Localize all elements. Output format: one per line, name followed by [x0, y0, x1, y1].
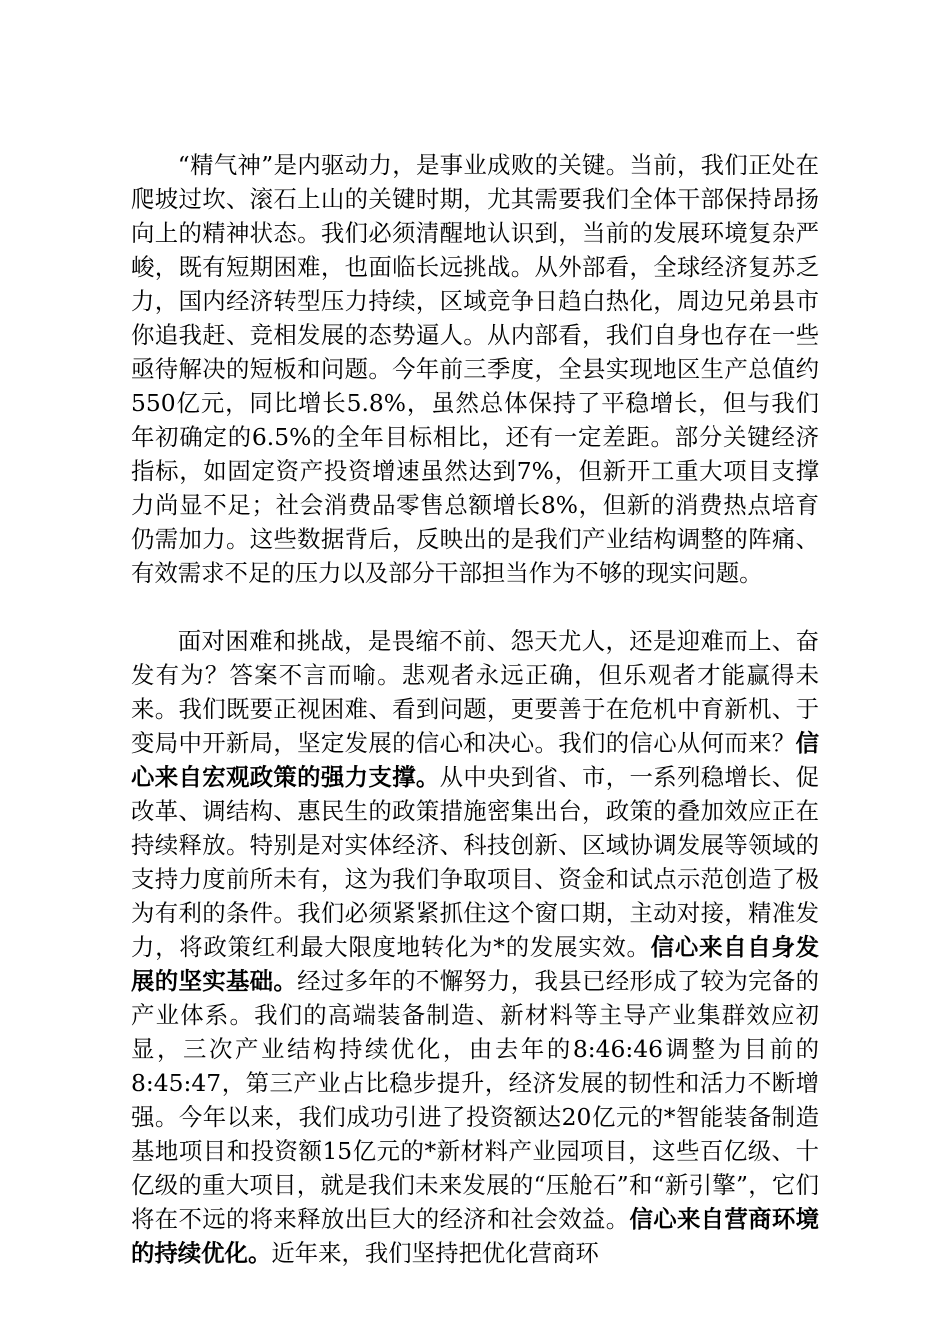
document-body: [131, 148, 819, 1270]
paragraph-text: 近年来，我们坚持把优化营商环: [271, 1239, 599, 1267]
paragraph-text: 经过多年的不懈努力，我县已经形成了较为完备的产业体系。我们的高端装备制造、新材料等主导产业集群效应初显，三次产业结构持续优化，由去年的8:46:46调整为目前的8:45:47，第三产业占比稳步提升，经济发展的韧性和活力不断增强。今年以来，我们成功引进了投资额达20亿元的*智能装备制造基地项目和投资额15亿元的*新材料产业园项目，这些百亿级、十亿级的重大项目，就是我们未来发展的“压舱石”和“新引擎”，它们将在不远的将来释放出巨大的经济和社会效益。: [131, 967, 820, 1233]
paragraph-2: [131, 624, 819, 1270]
paragraph-text: 面对困难和挑战，是畏缩不前、怨天尤人，还是迎难而上、奋发有为？答案不言而喻。悲观者永远正确，但乐观者才能赢得未来。我们既要正视困难、看到问题，更要善于在危机中育新机、于变局中开新局，坚定发展的信心和决心。我们的信心从何而来？: [131, 627, 819, 757]
paragraph-text: “精气神”是内驱动力，是事业成败的关键。当前，我们正处在爬坡过坎、滚石上山的关键时期，尤其需要我们全体干部保持昂扬向上的精神状态。我们必须清醒地认识到，当前的发展环境复杂严峻，既有短期困难，也面临长远挑战。从外部看，全球经济复苏乏力，国内经济转型压力持续，区域竞争日趋白热化，周边兄弟县市你追我赶、竞相发展的态势逼人。从内部看，我们自身也存在一些亟待解决的短板和问题。今年前三季度，全县实现地区生产总值约550亿元，同比增长5.8%，虽然总体保持了平稳增长，但与我们年初确定的6.5%的全年目标相比，还有一定差距。部分关键经济指标，如固定资产投资增速虽然达到7%，但新开工重大项目支撑力尚显不足；社会消费品零售总额增长8%，但新的消费热点培育仍需加力。这些数据背后，反映出的是我们产业结构调整的阵痛、有效需求不足的压力以及部分干部担当作为不够的现实问题。: [131, 151, 819, 587]
bold-heading-macro-policy: 信心来自宏观政策的强力支撑。: [131, 729, 819, 791]
bold-heading-solid-foundation: 信心来自自身发展的坚实基础。: [131, 933, 819, 995]
bold-heading-business-environment: 信心来自营商环境的持续优化。: [131, 1205, 820, 1267]
paragraph-1: [131, 148, 819, 590]
paragraph-text: 从中央到省、市，一系列稳增长、促改革、调结构、惠民生的政策措施密集出台，政策的叠加效应正在持续释放。特别是对实体经济、科技创新、区域协调发展等领域的支持力度前所未有，这为我们争取项目、资金和试点示范创造了极为有利的条件。我们必须紧紧抓住这个窗口期，主动对接，精准发力，将政策红利最大限度地转化为*的发展实效。: [131, 763, 820, 961]
